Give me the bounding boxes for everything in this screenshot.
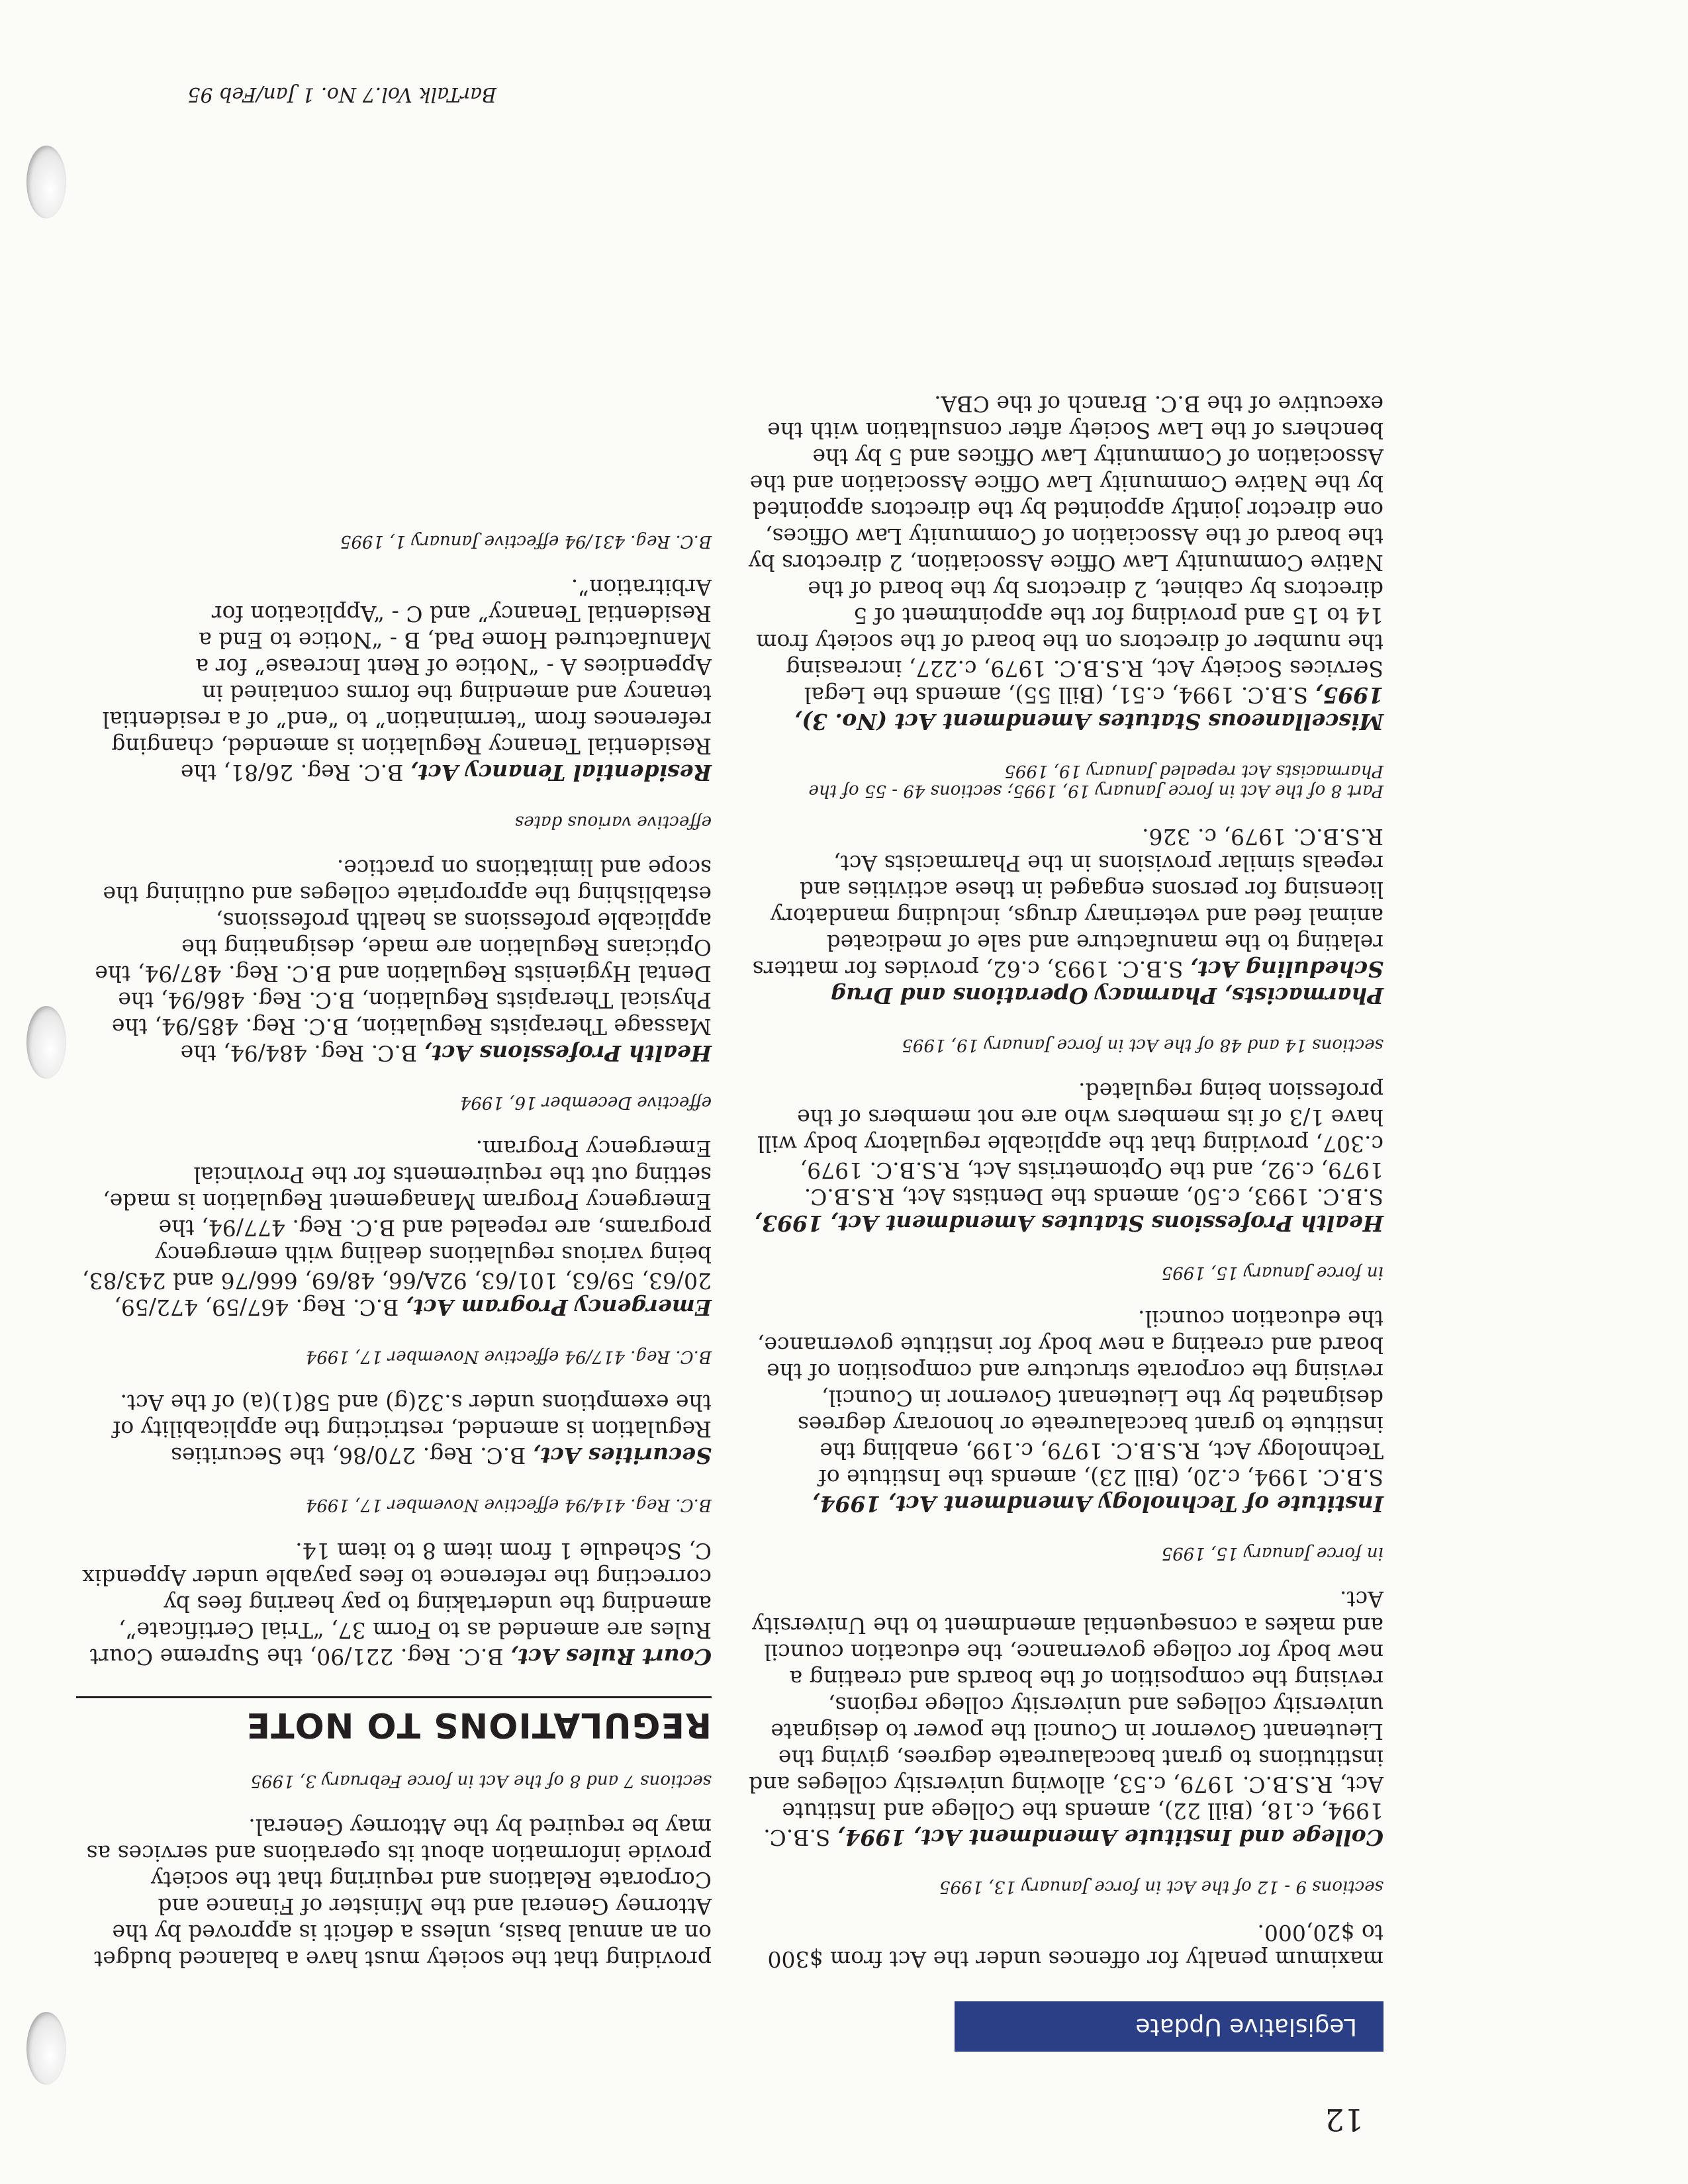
regulations-heading: REGULATIONS TO NOTE — [246, 1705, 712, 1745]
citation: sections 9 - 12 of the Act in force January 13, 1995 — [939, 1877, 1383, 1897]
paragraph — [748, 823, 1383, 1009]
citation: B.C. Reg. 431/94 effective January 1, 1995 — [340, 531, 712, 551]
binder-hole-bottom — [26, 146, 66, 218]
act-title: Emergency Program Act, — [405, 1295, 712, 1320]
citation: sections 7 and 8 of the Act in force February 3, 1995 — [250, 1771, 712, 1791]
act-title: Securities Act, — [532, 1443, 712, 1469]
page-number: 12 — [1325, 2102, 1364, 2138]
act-title: Health Professions Act, — [424, 1040, 712, 1066]
left-column — [748, 368, 1383, 1972]
act-description: S.B.C. 1994, c.51, (Bill 55), amends the Legal Services Society Act, R.S.B.C. 1979, c.227, increasing the number of directors on the board of the society from 14 to 15 and providing for the appointment of 5 directors by cabinet, 2 directors by the board of the Native Community Law Office Association, 2 directors by the board of the Association of Community Law Offices, one director jointly appointed by the directors appointed by the Native Community Law Office Association and the Association of Community Law Offices and 5 by the benchers of the Law Society after consultation with the executive of the B.C. Branch of the CBA. — [748, 391, 1383, 708]
paragraph: maximum penalty for offences under the Act from $300 to $20,000. — [767, 1920, 1383, 1972]
paragraph — [748, 1586, 1383, 1850]
publication-footer: BarTalk Vol.7 No. 1 Jan/Feb 95 — [187, 83, 496, 106]
paragraph — [76, 574, 712, 786]
act-title: Pharmacists, Pharmacy Operations and Drug Scheduling Act, — [831, 956, 1383, 1009]
paragraph — [748, 390, 1383, 735]
paragraph — [76, 1537, 712, 1670]
binder-hole-top — [26, 2012, 66, 2085]
act-title: Institute of Technology Amendment Act, 1994, — [812, 1491, 1383, 1517]
regulation-description: B.C. Reg. 270/86, the Securities Regulation is amended, restricting the applicability of the exemptions under s.32(g) and 58(1)(a) of the Act. — [113, 1390, 712, 1469]
citation: in force January 15, 1995 — [1161, 1543, 1383, 1563]
heading-rule — [76, 1696, 712, 1698]
right-column — [76, 505, 712, 1972]
citation: effective various dates — [514, 812, 712, 832]
regulation-description: B.C. Reg. 467/59, 472/59, 20/63, 59/63, 101/63, 92A/66, 48/69, 666/76 and 243/83, being various regulations dealing with emergency programs, are repealed and B.C. Reg. 477/94, the Emergency Program Management Regulation is made, setting out the requirements for the Provincial Emergency Program. — [82, 1136, 712, 1320]
paragraph — [748, 1077, 1383, 1236]
citation: effective December 16, 1994 — [459, 1093, 712, 1113]
citation: in force January 15, 1995 — [1161, 1263, 1383, 1283]
act-description: S.B.C. 1993, c.62, provides for matters relating to the manufacture and sale of medicated animal feed and veterinary drugs, including mandatory licensing for persons engaged in these activities and repeals similar provisions in the Pharmacists Act, R.S.B.C. 1979, c. 326. — [752, 824, 1383, 982]
paragraph — [76, 1389, 712, 1469]
paragraph — [76, 1135, 712, 1320]
act-title: Health Professions Statutes Amendment Act, 1993, — [754, 1210, 1383, 1236]
binder-hole-middle — [26, 1006, 66, 1079]
act-title: College and Institute Amendment Act, 1994, — [837, 1825, 1383, 1850]
regulation-description: B.C. Reg. 26/81, the Residential Tenancy Regulation is amended, changing references from “termination” to “end” of a residential tenancy and amending the forms contained in Appendices A - “Notice of Rent Increase” for a Manufactured Home Pad, B - “Notice to End a Residential Tenancy” and C - “Application for Arbitration”. — [102, 574, 712, 786]
section-banner: Legislative Update — [955, 2001, 1383, 2052]
act-description: S.B.C. 1994, c.18, (Bill 22), amends the College and Institute Act, R.S.B.C. 1979, c.53, allowing university colleges and institutions to grant baccalaureate degrees, giving the Lieutenant Governor in Council the power to designate university colleges and university college regions, revising the composition of the boards and creating a new body for college governance, the education council and makes a consequential amendment to the University Act. — [749, 1586, 1383, 1850]
citation: B.C. Reg. 417/94 effective November 17, 1994 — [305, 1347, 712, 1367]
regulation-description: B.C. Reg. 484/94, the Massage Therapists Regulation, B.C. Reg. 485/94, the Physical Therapists Regulation, B.C. Reg. 486/94, the Dental Hygienists Regulation and B.C. Reg. 487/94, the Opticians Regulation are made, designating the applicable professions as health professions, establishing the appropriate colleges and outlining the scope and limitations on practice. — [95, 855, 712, 1066]
citation: B.C. Reg. 414/94 effective November 17, 1994 — [305, 1495, 712, 1515]
act-title: Miscellaneous Statutes Amendment Act (No. 3), 1995, — [794, 682, 1383, 735]
act-description: S.B.C. 1994, c.20, (Bill 23), amends the Institute of Technology Act, R.S.B.C. 1979, c.199, enabling the institute to grant baccalaureate or honorary degrees designated by the Lieutenant Governor in Council, revising the corporate structure and composition of the board and creating a new body for institute governance, the education council. — [757, 1306, 1383, 1490]
citation: sections 14 and 48 of the Act in force January 19, 1995 — [902, 1035, 1383, 1055]
paragraph — [748, 1305, 1383, 1517]
citation: Part 8 of the Act in force January 19, 1995; sections 49 - 55 of the Pharmacists Act repealed January 19, 1995 — [808, 761, 1383, 801]
act-title: Court Rules Act, — [510, 1644, 712, 1670]
paragraph: providing that the society must have a balanced budget on an annual basis, unless a deficit is approved by the Attorney General and the Minister of Finance and Corporate Relations and requiring that the society provide information about its operations and services as may be required by the Attorney General. — [86, 1814, 712, 1972]
act-title: Residential Tenancy Act, — [410, 760, 712, 786]
regulation-description: B.C. Reg. 221/90, the Supreme Court Rules are amended as to Form 37, “Trial Certificate”, amending the undertaking to pay hearing fees by correcting the reference to fees payable under Appendix C, Schedule 1 from item 8 to item 14. — [82, 1538, 712, 1670]
act-description: S.B.C. 1993, c.50, amends the Dentists Act, R.S.B.C. 1979, c.92, and the Optometrists Act, R.S.B.C. 1979, c.307, providing that the applicable regulatory body will have 1/3 of its members who are not members of the profession being regulated. — [757, 1078, 1383, 1210]
paragraph — [76, 854, 712, 1066]
